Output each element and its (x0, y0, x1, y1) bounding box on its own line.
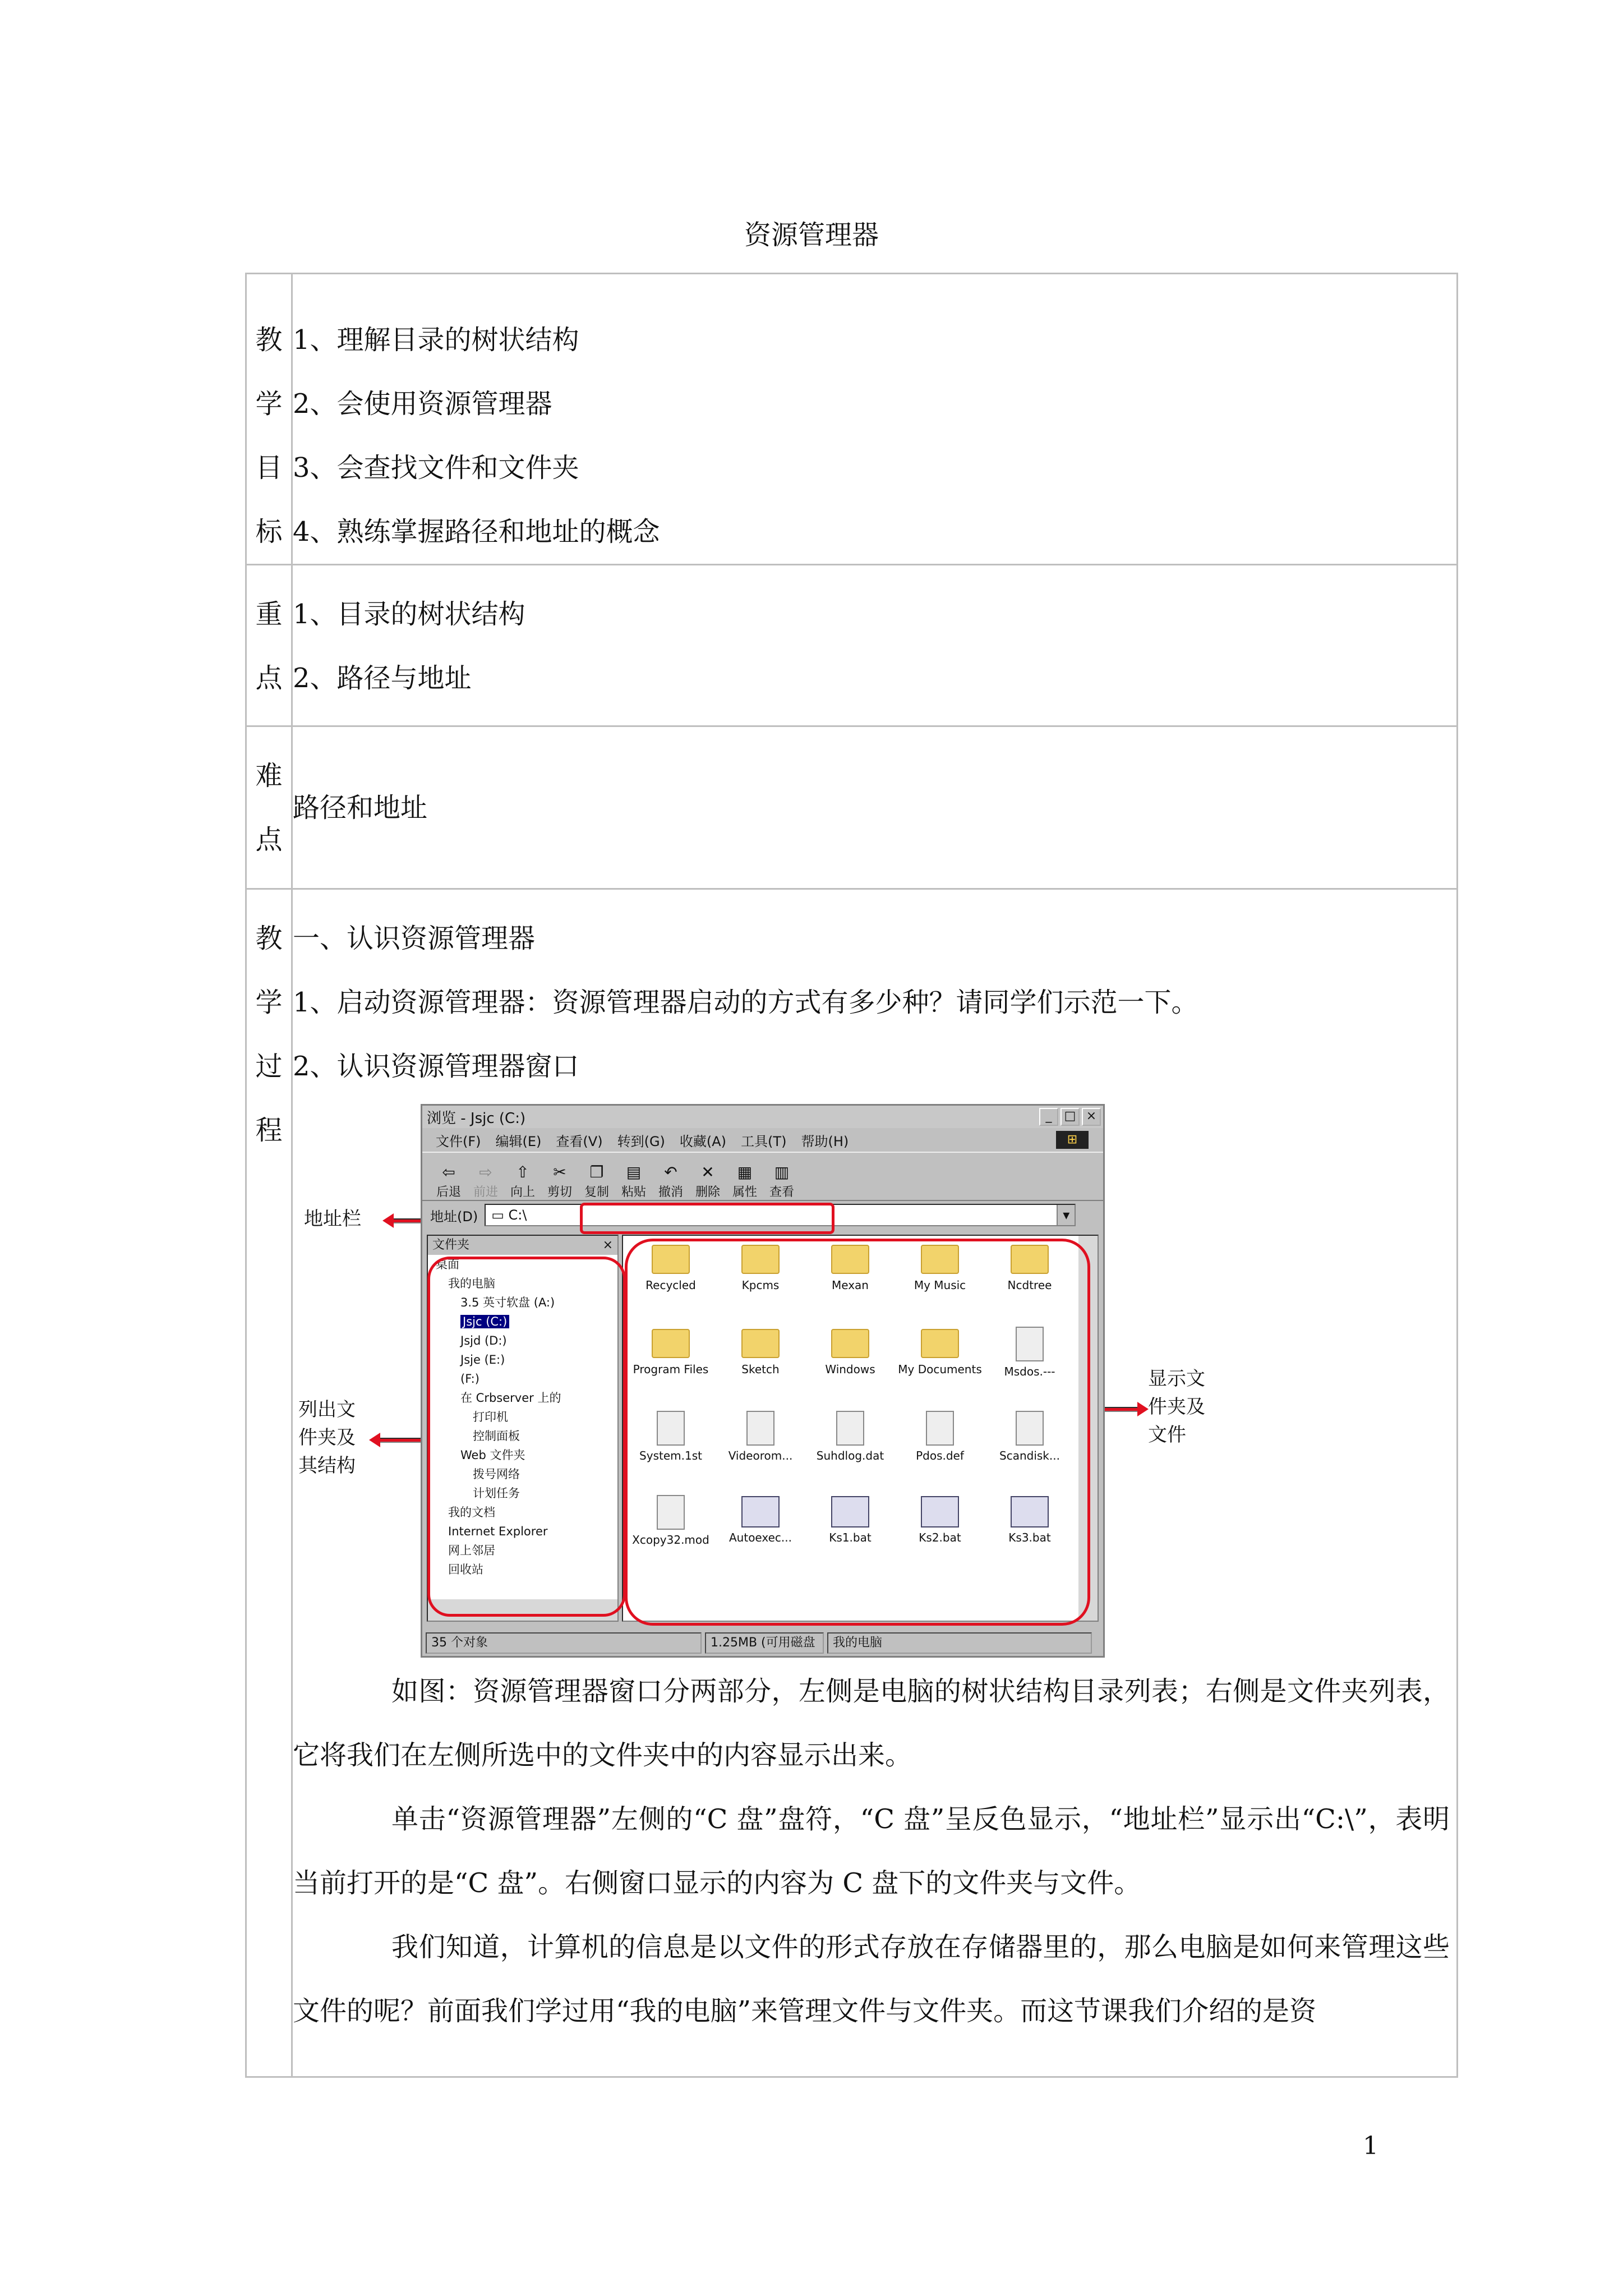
file-item-label: Xcopy32.mod (632, 1533, 709, 1547)
key-points-content (292, 565, 1458, 726)
toolbar-button[interactable] (766, 1162, 798, 1200)
file-item-label: Program Files (633, 1363, 709, 1376)
tree-item-label: Internet Explorer (448, 1525, 548, 1538)
toolbar-label: 属性 (732, 1185, 757, 1199)
label-char: 学 (255, 987, 283, 1018)
difficulty-item: 路径和地址 (293, 792, 428, 823)
file-item-label: Pdos.def (916, 1449, 964, 1462)
row-difficulties (246, 726, 1458, 889)
folder-pane-header (428, 1236, 617, 1255)
row-process (246, 889, 1458, 2077)
file-item-label: Sketch (741, 1363, 780, 1376)
undo-icon: ↶ (664, 1163, 677, 1181)
toolbar-label: 删除 (695, 1185, 720, 1199)
tree-item-label: 桌面 (436, 1258, 459, 1271)
back-arrow-icon: ⇦ (442, 1163, 455, 1181)
file-item-label: Mexan (832, 1278, 869, 1292)
label-process (246, 889, 292, 2077)
view-icon: ▥ (774, 1163, 790, 1181)
address-bar-annotation: 地址栏 (304, 1208, 361, 1230)
tree-item-label: 回收站 (448, 1563, 483, 1575)
window-titlebar (422, 1106, 1103, 1128)
toolbar-label: 后退 (436, 1185, 461, 1199)
toolbar-button[interactable] (506, 1162, 539, 1200)
files-highlight (625, 1239, 1090, 1626)
objectives-content (292, 274, 1458, 565)
files-annotation (1148, 1365, 1205, 1449)
tree-item-label: 3.5 英寸软盘 (A:) (460, 1296, 555, 1309)
menu-bar (422, 1128, 1103, 1152)
toolbar-label: 粘贴 (621, 1185, 646, 1199)
file-item-label: Videorom... (728, 1449, 793, 1462)
drive-icon: ▭ (491, 1207, 509, 1223)
tree-item-label: 控制面板 (473, 1429, 520, 1443)
explorer-screenshot-figure (293, 1098, 1456, 1659)
objective-item: 3、会查找文件和文件夹 (293, 452, 579, 484)
paragraph: 我们知道，计算机的信息是以文件的形式存放在存储器里的，那么电脑是如何来管理这些文件的呢？前面我们学过用“我的电脑”来管理文件与文件夹。而这节课我们介绍的是资 (293, 1931, 1450, 2027)
file-item-label: Scandisk... (999, 1449, 1060, 1462)
toolbar (422, 1152, 1103, 1201)
copy-icon: ❐ (589, 1163, 604, 1181)
menu-help[interactable]: 帮助(H) (801, 1133, 849, 1149)
label-char: 标 (255, 516, 283, 547)
annotation-line: 文件 (1148, 1424, 1186, 1446)
menu-view[interactable]: 查看(V) (556, 1133, 603, 1149)
tree-item-label: Jsjc (C:) (460, 1315, 509, 1328)
address-value: C:\ (508, 1207, 527, 1223)
toolbar-label: 剪切 (547, 1185, 572, 1199)
document-title: 资源管理器 (744, 219, 879, 251)
paragraph: 如图：资源管理器窗口分两部分，左侧是电脑的树状结构目录列表；右侧是文件夹列表，它将我们在左侧所选中的文件夹中的内容显示出来。 (293, 1676, 1450, 1771)
menu-go[interactable]: 转到(G) (617, 1133, 665, 1149)
tree-item-label: Web 文件夹 (460, 1448, 525, 1462)
forward-arrow-icon: ⇨ (479, 1163, 492, 1181)
label-char: 过 (255, 1051, 283, 1082)
windows-logo-icon: ⊞ (1056, 1131, 1089, 1149)
objective-item: 2、会使用资源管理器 (293, 388, 552, 420)
file-item-label: My Music (914, 1278, 966, 1292)
toolbar-label: 复制 (584, 1185, 609, 1199)
scissors-icon: ✂ (553, 1163, 566, 1181)
label-char: 点 (255, 824, 283, 855)
menu-favorites[interactable]: 收藏(A) (679, 1133, 727, 1149)
tree-item-label: Jsjd (D:) (460, 1334, 507, 1347)
tree-item-label: (F:) (460, 1372, 479, 1386)
step-2: 2、认识资源管理器窗口 (293, 1051, 579, 1082)
label-char: 教 (255, 923, 283, 954)
paste-icon: ▤ (626, 1163, 642, 1181)
process-content (292, 889, 1458, 2077)
tree-item-label: 拨号网络 (473, 1467, 520, 1481)
folder-pane-title: 文件夹 (432, 1238, 470, 1252)
difficulties-content (292, 726, 1458, 889)
toolbar-button[interactable] (654, 1162, 687, 1200)
tree-item-label: 在 Crbserver 上的 (460, 1391, 561, 1405)
file-item-label: Msdos.--- (1004, 1365, 1055, 1378)
label-difficulties (246, 726, 292, 889)
row-key-points (246, 565, 1458, 726)
tree-item-label: 打印机 (473, 1410, 508, 1424)
tree-item-label: 我的文档 (448, 1506, 495, 1519)
annotation-line: 列出文 (298, 1398, 356, 1421)
toolbar-label: 向上 (510, 1185, 535, 1199)
lesson-plan-table (245, 273, 1458, 2078)
annotation-line: 件夹及 (1148, 1396, 1205, 1418)
toolbar-button[interactable] (617, 1162, 650, 1200)
step-1: 1、启动资源管理器：资源管理器启动的方式有多少种？请同学们示范一下。 (293, 987, 1198, 1018)
label-char: 教 (255, 324, 283, 356)
row-objectives (246, 274, 1458, 565)
label-char: 点 (255, 662, 283, 694)
objective-item: 1、理解目录的树状结构 (293, 324, 579, 356)
status-count: 35 个对象 (426, 1632, 702, 1654)
section-heading: 一、认识资源管理器 (293, 923, 536, 954)
address-highlight (580, 1203, 834, 1234)
annotation-line: 其结构 (298, 1455, 356, 1477)
label-char: 学 (255, 388, 283, 420)
file-item-label: Suhdlog.dat (816, 1449, 884, 1462)
key-point-item: 1、目录的树状结构 (293, 599, 525, 630)
close-button[interactable]: × (1082, 1108, 1101, 1126)
file-item-label: My Documents (898, 1363, 982, 1376)
tree-item-label: 我的电脑 (448, 1277, 495, 1290)
annotation-line: 显示文 (1148, 1368, 1205, 1390)
annotation-line: 件夹及 (298, 1427, 356, 1449)
toolbar-label: 前进 (473, 1185, 498, 1199)
file-item-label: Recycled (645, 1278, 696, 1292)
tree-item-label: 计划任务 (473, 1487, 520, 1500)
status-location: 我的电脑 (827, 1632, 1092, 1654)
toolbar-button[interactable] (691, 1162, 724, 1200)
address-dropdown-icon[interactable]: ▾ (1057, 1205, 1075, 1225)
toolbar-button[interactable] (469, 1162, 502, 1200)
tree-highlight (427, 1257, 626, 1617)
file-item-label: Ks1.bat (829, 1531, 872, 1544)
file-item-label: Ncdtree (1007, 1278, 1052, 1292)
file-item-label: System.1st (639, 1449, 702, 1462)
minimize-button[interactable]: _ (1039, 1108, 1058, 1126)
menu-tools[interactable]: 工具(T) (741, 1133, 787, 1149)
menu-file[interactable]: 文件(F) (436, 1133, 481, 1149)
tree-item-label: 网上邻居 (448, 1544, 495, 1557)
label-objectives (246, 274, 292, 565)
toolbar-button[interactable] (432, 1162, 465, 1200)
delete-icon: ✕ (701, 1163, 714, 1181)
tree-annotation (298, 1396, 356, 1480)
tree-item-label: Jsje (E:) (460, 1353, 505, 1366)
label-char: 目 (255, 452, 283, 484)
label-key-points (246, 565, 292, 726)
key-point-item: 2、路径与地址 (293, 662, 472, 694)
window-title: 浏览 - Jsjc (C:) (427, 1110, 526, 1127)
objective-item: 4、熟练掌握路径和地址的概念 (293, 516, 660, 547)
label-char: 难 (255, 760, 283, 792)
status-size: 1.25MB (可用磁盘 (705, 1632, 824, 1654)
toolbar-label: 撤消 (658, 1185, 683, 1199)
up-folder-icon: ⇧ (516, 1163, 529, 1181)
properties-icon: ▦ (737, 1163, 753, 1181)
status-bar (426, 1632, 1099, 1654)
file-item-label: Autoexec... (729, 1531, 792, 1544)
address-label: 地址(D) (430, 1208, 478, 1225)
toolbar-label: 查看 (769, 1185, 794, 1199)
file-item-label: Kpcms (741, 1278, 780, 1292)
close-pane-icon[interactable]: × (602, 1238, 613, 1252)
file-item-label: Ks3.bat (1008, 1531, 1051, 1544)
label-char: 重 (255, 599, 283, 630)
paragraph: 单击“资源管理器”左侧的“C 盘”盘符，“C 盘”呈反色显示，“地址栏”显示出“C:\”，表明当前打开的是“C 盘”。右侧窗口显示的内容为 C 盘下的文件夹与文件。 (293, 1803, 1450, 1899)
maximize-button[interactable]: □ (1061, 1108, 1080, 1126)
page-number: 1 (1363, 2132, 1378, 2160)
file-item-label: Windows (825, 1363, 875, 1376)
file-item-label: Ks2.bat (919, 1531, 961, 1544)
toolbar-button[interactable] (543, 1162, 576, 1200)
toolbar-button[interactable] (728, 1162, 761, 1200)
label-char: 程 (255, 1115, 283, 1146)
menu-edit[interactable]: 编辑(E) (495, 1133, 542, 1149)
toolbar-button[interactable] (580, 1162, 613, 1200)
